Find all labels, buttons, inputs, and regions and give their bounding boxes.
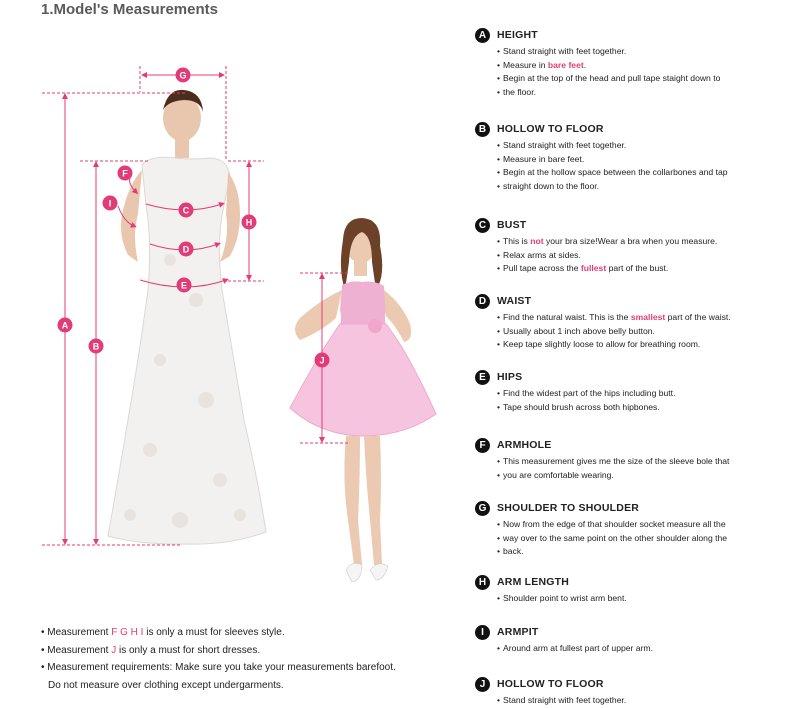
svg-text:D: D xyxy=(182,244,190,255)
spec-line: • Usually about 1 inch above belly button. xyxy=(497,325,795,339)
spec-line: • Tape should brush across both hipbones. xyxy=(497,401,795,415)
spec-line: • straight down to the floor. xyxy=(497,180,795,194)
spec-line: • Measure in bare feet. xyxy=(497,153,795,167)
measurement-marker-d xyxy=(179,242,194,257)
spec-title: SHOULDER TO SHOULDER xyxy=(497,502,640,514)
badge-b: B xyxy=(475,122,490,137)
measurement-marker-b xyxy=(89,339,104,354)
spec-line: • Around arm at fullest part of upper arm. xyxy=(497,642,795,656)
spec-shoulder-to-shoulder xyxy=(475,500,795,559)
badge-g: G xyxy=(475,501,490,516)
measurement-marker-j xyxy=(315,353,330,368)
spec-armpit xyxy=(475,624,795,656)
measurement-marker-c xyxy=(179,203,194,218)
spec-hips xyxy=(475,369,795,414)
spec-line: • Stand straight with feet together. xyxy=(497,45,795,59)
spec-height xyxy=(475,27,795,99)
spec-title: ARMHOLE xyxy=(497,439,552,451)
badge-i: I xyxy=(475,625,490,640)
measurement-marker-h xyxy=(242,215,257,230)
note-item: • Measurement requirements: Make sure you take your measurements barefoot. xyxy=(41,662,396,673)
spec-line: • Keep tape slightly loose to allow for breathing room. xyxy=(497,338,795,352)
svg-text:J: J xyxy=(319,355,325,366)
spec-line: • the floor. xyxy=(497,86,795,100)
spec-line: • Stand straight with feet together. xyxy=(497,694,795,708)
measurement-illustration xyxy=(0,0,460,600)
badge-e: E xyxy=(475,370,490,385)
spec-line: • Relax arms at sides. xyxy=(497,249,795,263)
badge-f: F xyxy=(475,438,490,453)
spec-title: ARM LENGTH xyxy=(497,576,569,588)
spec-line: • Find the widest part of the hips including butt. xyxy=(497,387,795,401)
note-item: • Measurement J is only a must for short dresses. xyxy=(41,644,261,656)
gown-model-figure xyxy=(108,90,266,544)
spec-line: • This measurement gives me the size of the sleeve bole that xyxy=(497,455,795,469)
spec-line: • you are comfortable wearing. xyxy=(497,469,795,483)
spec-line: • Begin at the hollow space between the collarbones and tap xyxy=(497,166,795,180)
badge-h: H xyxy=(475,575,490,590)
badge-j: J xyxy=(475,677,490,692)
svg-text:G: G xyxy=(179,70,187,81)
spec-armhole xyxy=(475,437,795,482)
svg-text:A: A xyxy=(61,320,69,331)
spec-title: HOLLOW TO FLOOR xyxy=(497,123,604,135)
spec-title: BUST xyxy=(497,219,527,231)
measurement-marker-a xyxy=(58,318,73,333)
spec-line: • Pull tape across the fullest part of the bust. xyxy=(497,262,795,276)
svg-text:C: C xyxy=(182,205,190,216)
spec-hollow-to-floor xyxy=(475,121,795,193)
spec-title: WAIST xyxy=(497,295,532,307)
spec-line: • Measure in bare feet. xyxy=(497,59,795,73)
measurement-notes xyxy=(41,624,461,694)
spec-line: • back. xyxy=(497,545,795,559)
svg-text:F: F xyxy=(122,168,128,179)
spec-arm-length xyxy=(475,574,795,606)
page-title: 1.Model's Measurements xyxy=(41,1,218,18)
svg-text:E: E xyxy=(180,280,188,291)
svg-text:I: I xyxy=(108,198,112,209)
spec-bust xyxy=(475,217,795,276)
note-item: • Measurement F G H I is only a must for sleeves style. xyxy=(41,627,285,638)
measurement-marker-e xyxy=(177,278,192,293)
spec-title: HOLLOW TO FLOOR xyxy=(497,678,604,690)
spec-title: ARMPIT xyxy=(497,626,539,638)
svg-text:H: H xyxy=(245,217,253,228)
measurement-marker-f xyxy=(118,166,133,181)
badge-a: A xyxy=(475,28,490,43)
spec-line: • Shoulder point to wrist arm bent. xyxy=(497,592,795,606)
note-item: Do not measure over clothing except undergarments. xyxy=(48,679,284,691)
badge-d: D xyxy=(475,294,490,309)
spec-title: HIPS xyxy=(497,371,523,383)
spec-title: HEIGHT xyxy=(497,29,538,41)
spec-waist xyxy=(475,293,795,352)
spec-line: • This is not your bra size!Wear a bra when you measure. xyxy=(497,235,795,249)
svg-text:B: B xyxy=(92,341,100,352)
badge-c: C xyxy=(475,218,490,233)
spec-line: • Now from the edge of that shoulder socket measure all the xyxy=(497,518,795,532)
measurement-marker-i xyxy=(103,196,118,211)
spec-line: • Begin at the top of the head and pull tape staight down to xyxy=(497,72,795,86)
measurement-marker-g xyxy=(176,68,191,83)
spec-line: • way over to the same point on the other shoulder along the xyxy=(497,532,795,546)
spec-line: • Stand straight with feet together. xyxy=(497,139,795,153)
spec-line: • Find the natural waist. This is the smallest part of the waist. xyxy=(497,311,795,325)
